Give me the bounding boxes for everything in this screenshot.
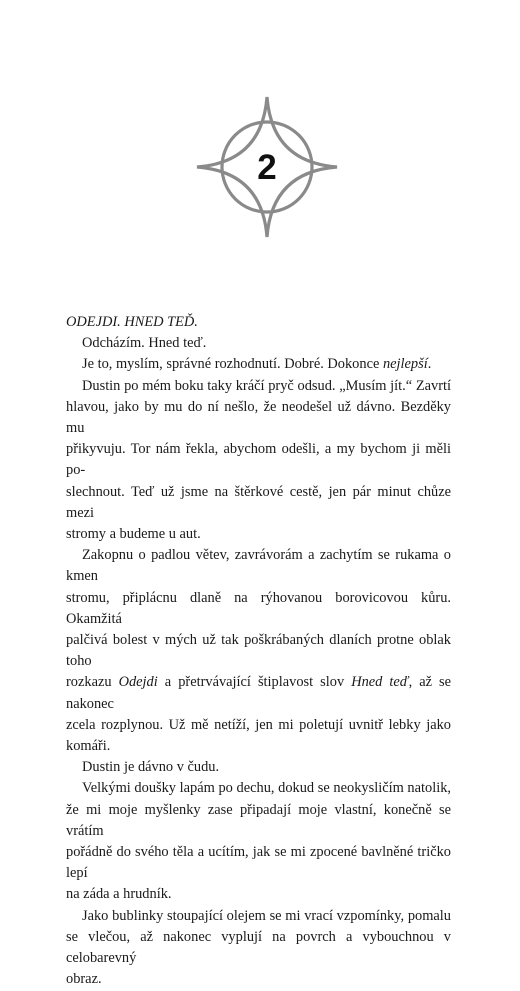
line-text: rozkazu (66, 674, 119, 691)
text-line (66, 715, 451, 757)
line-text: . (427, 356, 432, 373)
emphasis-text: Hned teď (351, 674, 409, 691)
line-text: a přetrvávající štiplavost slov (157, 674, 352, 691)
line-text: Zakopnu o padlou větev, zavrávorám a zachytím se rukama o kmen (66, 547, 451, 585)
text-line (66, 842, 451, 884)
text-line (66, 884, 451, 905)
chapter-number: 2 (257, 148, 277, 187)
line-text: přikyvuju. Tor nám řekla, abychom odešli, a my bychom ji měli po- (66, 441, 451, 479)
chapter-body (66, 312, 451, 991)
line-text: Dustin je dávno v čudu. (82, 759, 220, 776)
text-line (66, 800, 451, 842)
line-text: Jako bublinky stoupající olejem se mi vrací vzpomínky, pomalu (82, 907, 451, 924)
line-text: stromy a budeme u aut. (66, 526, 201, 543)
line-text: Dustin po mém boku taky kráčí pryč odsud. „Musím jít.“ Zavrtí (82, 377, 451, 394)
text-line (66, 524, 451, 545)
line-text: Odcházím. Hned teď. (82, 335, 207, 352)
opening-emphasis: ODEJDI. HNED TEĎ. (66, 314, 198, 330)
line-text: slechnout. Teď už jsme na štěrkové cestě, jen pár minut chůze mezi (66, 483, 451, 521)
line-text: , až se nakonec (66, 674, 451, 712)
text-line (66, 778, 451, 799)
text-line (66, 354, 451, 375)
line-text: Je to, myslím, správné rozhodnutí. Dobré. Dokonce (82, 356, 383, 373)
line-text: obraz. (66, 971, 102, 988)
text-line (66, 376, 451, 397)
text-line (66, 969, 451, 990)
text-line (66, 906, 451, 927)
line-text: že mi moje myšlenky zase připadají moje vlastní, konečně se vrátím (66, 801, 451, 839)
emphasis-text: Odejdi (118, 674, 158, 691)
line-text: palčivá bolest v mých už tak poškrábaných dlaních protne oblak toho (66, 632, 451, 670)
text-line (66, 439, 451, 481)
text-line (66, 630, 451, 672)
text-line (66, 545, 451, 587)
line-text: na záda a hrudník. (66, 886, 172, 903)
line-text: stromu, připlácnu dlaně na rýhovanou borovicovou kůru. Okamžitá (66, 589, 451, 627)
emphasis-text: nejlepší (382, 356, 428, 373)
line-text: se vlečou, až nakonec vyplují na povrch a vybouchnou v celobarevný (66, 928, 451, 967)
text-line (66, 927, 451, 969)
text-line (66, 757, 451, 778)
chapter-opening-line (66, 312, 451, 333)
text-line (66, 333, 451, 354)
text-line (66, 672, 451, 714)
line-text: zcela rozplynou. Už mě netíží, jen mi poletují uvnitř lebky jako komáři. (66, 716, 451, 755)
text-line (66, 588, 451, 630)
line-text: Velkými doušky lapám po dechu, dokud se neokysličím natolik, (82, 780, 451, 797)
paragraph-lines (66, 333, 451, 990)
text-line (66, 397, 451, 439)
text-line (66, 482, 451, 524)
line-text: hlavou, jako by mu do ní nešlo, že neodešel už dávno. Bezděky mu (66, 398, 451, 437)
line-text: pořádně do svého těla a ucítím, jak se mi zpocené bavlněné tričko lepí (66, 844, 451, 882)
